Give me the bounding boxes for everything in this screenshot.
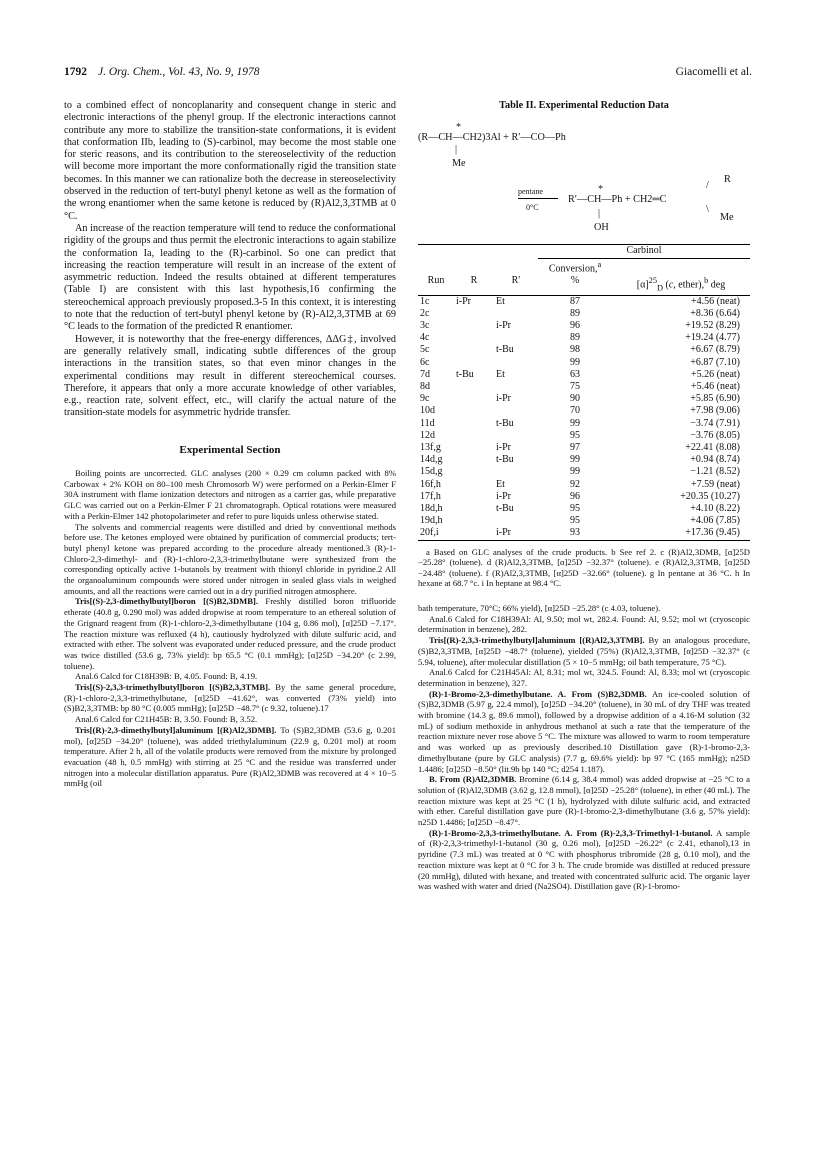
r-group-cell	[454, 381, 494, 393]
paragraph	[418, 635, 750, 667]
compound-heading: Tris[(S)-2,3,3-trimethylbutyl]boron [(S)B2,3,3TMB].	[75, 682, 271, 693]
table-row	[418, 418, 750, 430]
hydroxyl-label: OH	[594, 222, 609, 234]
reaction-arrow	[518, 198, 558, 199]
rotation-cell: +7.98 (9.06)	[690, 405, 740, 417]
paragraph	[64, 725, 396, 789]
journal-citation: J. Org. Chem., Vol. 43, No. 9, 1978	[98, 66, 260, 78]
rotation-cell: +22.41 (8.08)	[685, 442, 740, 453]
paragraph: bath temperature, 70°C; 66% yield), [α]25D −25.28° (c 4.03, toluene).	[418, 603, 661, 613]
r-prime-cell	[494, 332, 538, 344]
rotation-cell: +6.87 (7.10)	[690, 356, 740, 368]
column-header: Conversion,$^a$	[548, 259, 602, 274]
rotation-cell: +19.24 (4.77)	[685, 332, 740, 344]
r-group-cell	[454, 454, 494, 466]
reaction-scheme	[418, 118, 750, 244]
rotation-cell: +17.36 (9.45)	[685, 527, 740, 539]
r-group-cell	[454, 405, 494, 417]
column-header: $[\alpha]^{25}_D$ (c, ether),$^b$ deg	[636, 276, 726, 293]
conversion-cell: 99	[570, 466, 580, 478]
reactant-formula: (R—CH—CH2)3Al + R′—CO—Ph	[418, 132, 566, 144]
paragraph: The solvents and commercial reagents were distilled and dried by conventional methods before use. The ketones employed were obtained by purification of commercial products; tert-butyl phenyl ketone was prepared according to the procedure already mentioned.3 (R)-1-Chloro-2,3-dimethyl- and (R)-1-chloro-2,3,3-trimethylbutane were synthesized from the corresponding optically active 1-butanols by treatment with thionyl chloride in pyridine.2 All the organoaluminum compounds were stored under nitrogen in sealed glass vials in weighed amounts, and all the reactions were carried out in a dry purified nitrogen atmosphere.	[64, 521, 396, 596]
r-prime-cell	[494, 466, 538, 478]
table-header-row	[418, 258, 750, 275]
r-prime-cell: t-Bu	[496, 454, 514, 466]
r-prime-cell	[494, 308, 538, 320]
run-cell: 1c	[420, 295, 430, 307]
conversion-cell: 98	[570, 344, 580, 356]
rotation-cell: +6.67 (8.79)	[690, 344, 740, 356]
table-row	[418, 393, 750, 405]
bond-line: /	[706, 180, 709, 192]
compound-heading: (R)-1-Bromo-2,3,3-trimethylbutane. A. From (R)-2,3,3-Trimethyl-1-butanol.	[429, 827, 713, 838]
r-prime-cell: t-Bu	[496, 417, 514, 429]
paragraph: to a combined effect of noncoplanarity and consequent change in steric and electronic interactions of the phenyl group. If the electronic interactions cannot contribute any more to stabilize the transition-state conformations, it is evident that conformation IIb, leading to (S)-carbinol, may become the most stable one for steric reasons, and its contribution to the stereoselectivity of the reduction will become more important the more conformationally rigid the transition state becomes. In this manner we can rationalize both the decrease in stereoselectivity observed in the reduction of tert-butyl phenyl ketone as well as the formation of the wrong enantiomer when the same ketone is reduced by (R)Al2,3,3TMB at 0 °C.	[64, 100, 396, 222]
run-cell: 3c	[420, 319, 430, 331]
run-cell: 12d	[420, 429, 435, 441]
run-cell: 9c	[420, 393, 430, 405]
rotation-cell: +8.36 (6.64)	[690, 307, 740, 319]
r-group-cell: t-Bu	[456, 368, 474, 380]
r-group-cell: i-Pr	[456, 295, 471, 307]
table-row	[418, 320, 750, 332]
table-body	[418, 295, 750, 540]
paragraph-body: By the same general procedure, (R)-1-chloro-2,3,3-trimethylbutane, [α]25D −41.62°, was converted (73% yield) into (S)B2,3,3TMB: bp 80 °C (0.005 mmHg); [α]25D −48.7° (c 9.32, toluene).17	[64, 682, 396, 714]
alkene-me-label: Me	[720, 212, 734, 224]
table-row	[418, 430, 750, 442]
paragraph-body: An ice-cooled solution of (S)B2,3DMB (5.97 g, 22.4 mmol), [α]25D −34.20° (toluene), in 30 mL of dry THF was treated with bromine (14.3 g, 89.6 mmol), followed by a dropwise addition of a 4.16-M solution (32 mL) of sodium methoxide in anhydrous methanol at such a rate that the temperature of the reaction mixture never rose above 5 °C. The mixture was allowed to warm to room temperature and was worked up as previously described.10 Distillation gave (R)-1-bromo-2,3-dimethylbutane (pure by GLC analysis) (7.7 g, 69.6% yield): bp 97 °C (165 mmHg); n25D 1.4486; [α]25D −8.50° (lit.9b bp 140 °C; d254 1.187).	[418, 688, 750, 774]
run-cell: 7d	[420, 368, 430, 380]
reduction-data-table	[418, 244, 750, 540]
rotation-cell: +7.59 (neat)	[691, 478, 740, 490]
compound-heading: B. From (R)Al2,3DMB.	[429, 774, 517, 785]
bond-line: |	[455, 144, 458, 156]
compound-heading: Tris[(S)-2,3-dimethylbutyl]boron [(S)B2,3DMB].	[75, 596, 259, 607]
run-cell: 13f,g	[420, 442, 441, 453]
table-row	[418, 503, 750, 515]
run-cell: 18d,h	[420, 503, 443, 515]
column-header: Run	[427, 275, 445, 287]
solvent-label: pentane	[518, 187, 543, 197]
table-row	[418, 357, 750, 369]
paragraph	[418, 689, 750, 775]
conversion-cell: 95	[570, 503, 580, 515]
compound-heading: Tris[(R)-2,3-dimethylbutyl]aluminum [(R)Al2,3DMB].	[75, 724, 277, 735]
paragraph: However, it is noteworthy that the free-energy differences, ΔΔG‡, involved are generally relatively small, indicating subtle differences of the group interactions in the transition states, so that even minor changes in the experimental conditions may result in different stereochemical courses. Therefore, it appears that only a more accurate knowledge of other variables, e.g., reaction rate, solvent effect, etc., will clarify the actual nature of the transition-state models for asymmetric hydride transfer.	[64, 333, 396, 419]
rotation-cell: −1.21 (8.52)	[690, 466, 740, 478]
table-header-row	[418, 275, 750, 295]
run-cell: 8d	[420, 380, 430, 392]
paragraph: An increase of the reaction temperature will tend to reduce the conformational rigidity of the groups and thus permit the electronic interactions to again stabilize the conformation Ia, leading to the (R)-carbinol. So one can predict that increasing the reaction temperature will result in an increase of the extent of asymmetric reduction. Indeed the results obtained at different temperatures (Table I) are consistent with this last hypothesis,16 confirming the stereochemical approach previously proposed.3-5 In this context, it is interesting to note that the reduction of tert-butyl phenyl ketone by (R)-Al2,3,3TMB at 69 °C leads to the formation of the predicted R enantiomer.	[64, 222, 396, 333]
r-prime-cell: Et	[496, 295, 505, 307]
table-row	[418, 515, 750, 527]
r-prime-cell: i-Pr	[496, 393, 511, 405]
r-group-cell	[454, 332, 494, 344]
footnote-text: a Based on GLC analyses of the crude products. b See ref 2. c (R)Al2,3DMB, [α]25D −25.28° (toluene). d (R)Al2,3,3TMB, [α]25D −32.37° (toluene). e (R)Al2,3,3TMB, [α]25D −24.48° (toluene). f (R)Al2,3,3TMB, [α]25D −32.66° (toluene). g In pentane at 36 °C. h In hexane at 68.7 °c. i In heptane at 98.4 °C.	[418, 546, 750, 589]
table-row	[418, 295, 750, 308]
rotation-cell: +5.46 (neat)	[691, 380, 740, 392]
table-row	[418, 381, 750, 393]
rotation-cell: +4.56 (neat)	[691, 295, 740, 307]
methyl-label: Me	[452, 158, 466, 170]
table-title: Table II. Experimental Reduction Data	[499, 100, 669, 111]
table-row	[418, 454, 750, 466]
r-group-cell	[454, 527, 494, 540]
conversion-cell: 75	[570, 380, 580, 392]
column-header: R′	[511, 275, 521, 287]
column-header: %	[570, 275, 580, 287]
r-prime-cell: i-Pr	[496, 527, 511, 539]
r-prime-cell	[494, 381, 538, 393]
r-group-cell	[454, 466, 494, 478]
rotation-cell: +5.26 (neat)	[691, 368, 740, 380]
r-group-cell	[454, 479, 494, 491]
table-row	[418, 344, 750, 356]
temperature-label: 0°C	[526, 203, 539, 213]
r-group-cell	[454, 320, 494, 332]
paragraph-body: By an analogous procedure, (S)B2,3,3TMB, [α]25D −48.7° (toluene), yielded (75%) (R)Al2,3,3TMB, [α]25D −32.37° (c 5.94, toluene), after molecular distillation (5 × 10−5 mmHg; oil bath temperature, 75 °C).	[418, 635, 750, 667]
run-cell: 19d,h	[420, 515, 443, 527]
r-group-cell	[454, 430, 494, 442]
conversion-cell: 96	[570, 319, 580, 331]
conversion-cell: 70	[570, 405, 580, 417]
conversion-cell: 99	[570, 417, 580, 429]
conversion-cell: 63	[570, 368, 580, 380]
r-prime-cell: i-Pr	[496, 490, 511, 502]
paragraph: Boiling points are uncorrected. GLC analyses (200 × 0.29 cm column packed with 8% Carbowax + 2% KOH on 80–100 mesh Chromosorb W) were performed on a Perkin-Elmer F 30A instrument with flame ionization detectors and nitrogen as a carrier gas, while preparative GLC was carried out on a Perkin-Elmer F 21 chromatograph. Optical rotations were measured with a Perkin-Elmer 142 photopolarimeter and refer to pure liquids unless otherwise stated.	[64, 468, 396, 521]
r-group-cell	[454, 393, 494, 405]
paragraph	[418, 828, 750, 892]
table-row	[418, 491, 750, 503]
experimental-text	[64, 468, 396, 789]
stereo-star: *	[598, 184, 604, 196]
left-column	[64, 100, 396, 789]
product-formula: R′—CH—Ph + CH2═C	[568, 194, 667, 206]
page-number: 1792	[64, 66, 87, 78]
paragraph: Anal.6 Calcd for C18H39Al: Al, 9.50; mol wt, 282.4. Found: Al, 9.52; mol wt (cryoscopic determination in benzene), 282.	[418, 613, 750, 635]
r-group-cell	[454, 308, 494, 320]
alkene-r-label: R	[724, 174, 731, 186]
conversion-cell: 99	[570, 454, 580, 466]
run-cell: 14d,g	[420, 454, 443, 466]
r-group-cell	[454, 357, 494, 369]
conversion-cell: 99	[570, 356, 580, 368]
run-cell: 17f,h	[420, 490, 441, 502]
right-column	[418, 100, 750, 892]
paragraph: Anal.6 Calcd for C21H45B: B, 3.50. Found: B, 3.52.	[75, 714, 258, 725]
table-row	[418, 527, 750, 540]
section-title: Experimental Section	[179, 443, 281, 456]
table-row	[418, 332, 750, 344]
paragraph: Anal.6 Calcd for C21H45Al: Al, 8.31; mol wt, 324.5. Found: Al, 8.33; mol wt (cryoscopic determination in benzene), 327.	[418, 667, 750, 688]
conversion-cell: 87	[570, 295, 580, 307]
table-row	[418, 442, 750, 454]
r-prime-cell: Et	[496, 478, 505, 490]
page-header	[64, 66, 752, 84]
r-prime-cell	[494, 515, 538, 527]
conversion-cell: 95	[570, 429, 580, 441]
compound-heading: (R)-1-Bromo-2,3-dimethylbutane. A. From (S)B2,3DMB.	[429, 688, 647, 699]
run-cell: 5c	[420, 344, 430, 356]
r-group-cell	[454, 418, 494, 430]
conversion-cell: 90	[570, 393, 580, 405]
paragraph-body: Bromine (6.14 g, 38.4 mmol) was added dropwise at −25 °C to a solution of (R)Al2,3DMB (3.62 g, 12.8 mmol), [α]25D −25.28° (toluene), in ether (40 mL). The reaction mixture was kept at 25 °C (1 h), hydrolyzed with dilute sulfuric acid, and extracted with ether. Careful distillation gave pure (R)-1-bromo-2,3-dimethylbutane (3.6 g, 57% yield): n25D 1.4486; [α]25D −8.47°.	[418, 774, 750, 828]
r-prime-cell: i-Pr	[496, 442, 511, 453]
r-prime-cell	[494, 405, 538, 417]
table-row	[418, 369, 750, 381]
table-row	[418, 466, 750, 478]
conversion-cell: 95	[570, 515, 580, 527]
rotation-cell: −3.74 (7.91)	[690, 417, 740, 429]
r-prime-cell	[494, 430, 538, 442]
column-header: R	[470, 275, 478, 287]
run-cell: 16f,h	[420, 478, 441, 490]
r-prime-cell: t-Bu	[496, 503, 514, 515]
r-prime-cell: Et	[496, 368, 505, 380]
run-cell: 2c	[420, 307, 430, 319]
paragraph-body: To (S)B2,3DMB (53.6 g, 0.201 mol), [α]25D −34.20° (toluene), was added triethylaluminum (22.9 g, 0.201 mol) at room temperature. After 2 h, all of the volatile products were removed from the mixture by prolonged evacuation (48 h, 0.5 mmHg) with stirring at 25 °C and the residue was transferred under nitrogen into a molecular distillation apparatus. Pure (R)Al2,3DMB was recovered at 4 × 10−5 mmHg (oil	[64, 724, 396, 789]
paragraph-body: Freshly distilled boron trifluoride etherate (40.8 g, 0.290 mol) was added dropwise at room temperature to an ethereal solution of the Grignard reagent from (R)-1-chloro-2,3-dimethylbutane (104 g, 0.86 mol), [α]25D −7.17°. The reaction mixture was refluxed (4 h), cautiously hydrolyzed with dilute sulfuric acid, and extracted with ether. The solvent was evaporated under reduced pressure, and the crude product was twice distilled (53.6 g, 73% yield): bp 65.5 °C (0.1 mmHg); [α]25D −34.20° (c 2.99, toluene).	[64, 596, 396, 671]
r-prime-cell	[494, 357, 538, 369]
rotation-cell: +20.35 (10.27)	[680, 490, 740, 502]
running-authors: Giacomelli et al.	[675, 66, 752, 78]
table-row	[418, 405, 750, 417]
paragraph	[64, 682, 396, 714]
compound-heading: Tris[(R)-2,3,3-trimethylbutyl]aluminum [(R)Al2,3,3TMB].	[429, 635, 645, 646]
experimental-text-continued	[418, 603, 750, 892]
table-row	[418, 308, 750, 320]
conversion-cell: 89	[570, 307, 580, 319]
table-footnotes	[418, 547, 750, 589]
run-cell: 11d	[420, 417, 435, 429]
conversion-cell: 89	[570, 332, 580, 344]
bond-line: |	[598, 208, 601, 220]
paragraph: Anal.6 Calcd for C18H39B: B, 4.05. Found: B, 4.19.	[75, 671, 258, 682]
rotation-cell: +19.52 (8.29)	[685, 319, 740, 331]
r-group-cell	[454, 503, 494, 515]
r-prime-cell: i-Pr	[496, 319, 511, 331]
conversion-cell: 96	[570, 490, 580, 502]
stereo-star: *	[456, 122, 462, 134]
rotation-cell: +5.85 (6.90)	[690, 393, 740, 405]
rotation-cell: +0.94 (8.74)	[690, 454, 740, 466]
table-row	[418, 479, 750, 491]
carbinol-header: Carbinol	[538, 245, 750, 258]
run-cell: 6c	[420, 356, 430, 368]
rotation-cell: −3.76 (8.05)	[690, 429, 740, 441]
paragraph	[64, 596, 396, 671]
bond-line: \	[706, 204, 709, 216]
r-group-cell	[454, 442, 494, 454]
run-cell: 15d,g	[420, 466, 443, 478]
rotation-cell: +4.10 (8.22)	[690, 503, 740, 515]
conversion-cell: 93	[570, 527, 580, 539]
run-cell: 4c	[420, 332, 430, 344]
r-prime-cell: t-Bu	[496, 344, 514, 356]
rotation-cell: +4.06 (7.85)	[690, 515, 740, 527]
conversion-cell: 97	[570, 442, 580, 453]
paragraph	[418, 774, 750, 828]
r-group-cell	[454, 344, 494, 356]
r-group-cell	[454, 491, 494, 503]
run-cell: 20f,i	[420, 527, 439, 539]
conversion-cell: 92	[570, 478, 580, 490]
run-cell: 10d	[420, 405, 435, 417]
table-header-row	[418, 245, 750, 258]
paragraph-body: A sample of (R)-2,3,3-trimethyl-1-butanol (30 g, 0.26 mol), [α]25D −26.22° (c 2.41, ethanol),13 in pyridine (7.3 mL) was treated at 0 °C with phosphorus tribromide (28 g, 0.10 mol), and the reaction mixture was kept at 0 °C for 3 h. The crude bromide was distilled at reduced pressure (20 mmHg), diluted with hexane, and treated with concentrated sulfuric acid. The organic layer was washed with water and dried (Na2SO4). Distillation gave (R)-1-bromo-	[418, 827, 750, 892]
r-group-cell	[454, 515, 494, 527]
